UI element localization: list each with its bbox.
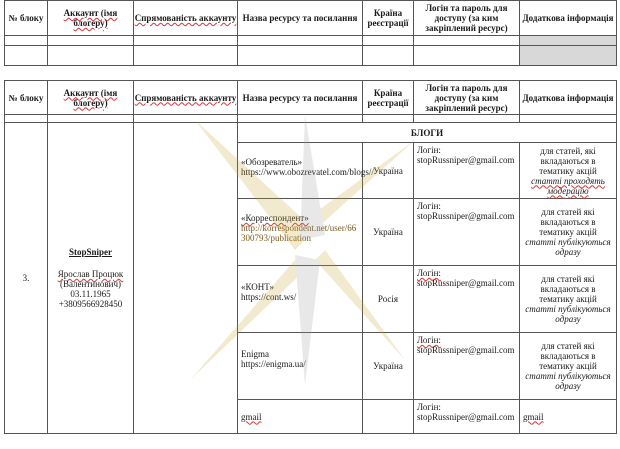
- resource-link[interactable]: https://cont.ws/: [241, 292, 297, 302]
- resource-name: Enigma: [241, 349, 269, 359]
- header-block-no: № блоку: [5, 1, 48, 36]
- empty-cell: [238, 115, 363, 123]
- main-table: [4, 80, 617, 434]
- resource-cell: [238, 400, 363, 434]
- top-table: [4, 0, 617, 66]
- info-cell: [520, 143, 617, 199]
- login-value: stopRussniper@gmail.com: [417, 345, 515, 355]
- info-text: для статей які вкладаються в тематику акцій: [539, 274, 597, 304]
- login-value: stopRussniper@gmail.com: [417, 211, 515, 221]
- blogger-info: [48, 123, 134, 434]
- shaded-cell: [520, 36, 617, 46]
- blogger-dob: 03.11.1965: [70, 289, 111, 299]
- country-cell: Україна: [363, 143, 414, 199]
- empty-cell: [414, 36, 520, 46]
- login-label: Логін:: [417, 145, 441, 155]
- header-resource: Назва ресурсу та посилання: [238, 81, 363, 115]
- header-login: Логін та пароль для доступу (за ким закріплений ресурс): [414, 1, 520, 36]
- country-cell: [363, 400, 414, 434]
- resource-cell: [238, 333, 363, 400]
- resource-link[interactable]: https://www.obozrevatel.com/blogs//: [241, 167, 374, 177]
- header-login: Логін та пароль для доступу (за ким закріплений ресурс): [414, 81, 520, 115]
- login-label: Логін:: [417, 402, 441, 412]
- info-cell: [520, 400, 617, 434]
- empty-cell: [48, 115, 134, 123]
- country-cell: Україна: [363, 199, 414, 266]
- block-number: 3.: [5, 123, 48, 434]
- login-cell: [414, 333, 520, 400]
- info-text: для статей які вкладаються в тематику акцій: [539, 207, 597, 237]
- header-block-no: № блоку: [5, 81, 48, 115]
- resource-link[interactable]: https://enigma.ua/: [241, 359, 306, 369]
- empty-cell: [363, 36, 414, 46]
- header-country: Країна реєстрації: [363, 1, 414, 36]
- login-cell: [414, 143, 520, 199]
- empty-cell: [238, 36, 363, 46]
- direction-cell: [134, 123, 238, 434]
- blogger-nickname: StopSniper: [68, 247, 112, 257]
- empty-cell: [414, 115, 520, 123]
- info-note: статті публікуються одразу: [525, 304, 611, 324]
- blogger-name: Ярослав Процюк: [57, 269, 124, 279]
- login-label: Логін:: [417, 268, 441, 278]
- info-text: для статей які вкладаються в тематику акцій: [539, 341, 597, 371]
- info-text: gmail: [523, 411, 544, 422]
- resource-cell: [238, 143, 374, 199]
- resource-cell: [238, 266, 363, 333]
- info-cell: [520, 266, 617, 333]
- empty-cell: [363, 115, 414, 123]
- login-value: stopRussniper@gmail.com: [417, 278, 515, 288]
- header-account: Аккаунт (імя блогеру): [48, 81, 134, 115]
- empty-cell: [48, 46, 134, 66]
- resource-link[interactable]: http://korrespondent.net/user/66300793/publication: [241, 223, 357, 243]
- empty-cell: [520, 115, 617, 123]
- header-direction: Спрямованість аккаунту: [134, 1, 238, 36]
- empty-cell: [363, 46, 414, 66]
- header-extra: Додаткова інформація: [520, 1, 617, 36]
- info-note: статті проходять модерацію: [531, 175, 605, 196]
- empty-cell: [5, 36, 48, 46]
- header-extra: Додаткова інформація: [520, 81, 617, 115]
- section-title: БЛОГИ: [238, 123, 617, 143]
- blogger-patronymic: (Валентинович): [59, 279, 122, 289]
- login-label: Логін:: [417, 335, 441, 345]
- login-value: stopRussniper@gmail.com: [417, 155, 515, 165]
- login-cell: [414, 266, 520, 333]
- resource-name: «КОНТ»: [241, 282, 275, 292]
- blogger-phone: +3809566928450: [58, 299, 123, 309]
- empty-cell: [414, 46, 520, 66]
- empty-cell: [5, 115, 48, 123]
- resource-cell: [238, 199, 363, 266]
- header-direction: Спрямованість аккаунту: [134, 81, 238, 115]
- info-cell: [520, 199, 617, 266]
- empty-cell: [5, 46, 48, 66]
- info-text: для статей, які вкладаються в тематику акцій: [539, 145, 597, 176]
- country-cell: Україна: [363, 333, 414, 400]
- empty-cell: [134, 36, 238, 46]
- empty-cell: [48, 36, 134, 46]
- empty-cell: [134, 115, 238, 123]
- login-label: Логін:: [417, 201, 441, 211]
- login-cell: [414, 400, 520, 434]
- info-note: статті публікуються одразу: [525, 237, 611, 257]
- resource-name[interactable]: gmail: [241, 411, 262, 422]
- shaded-cell: [520, 46, 617, 66]
- login-value: stopRussniper@gmail.com: [417, 412, 515, 422]
- resource-name: «Корреспондент»: [241, 213, 309, 223]
- resource-name: «Обозреватель»: [241, 157, 303, 167]
- country-cell: Росія: [363, 266, 414, 333]
- header-resource: Назва ресурсу та посилання: [238, 1, 363, 36]
- empty-cell: [134, 46, 238, 66]
- info-note: статті публікуються одразу: [525, 371, 611, 391]
- header-account: Аккаунт (імя блогеру): [48, 1, 134, 36]
- info-cell: [520, 333, 617, 400]
- login-cell: [414, 199, 520, 266]
- header-country: Країна реєстрації: [363, 81, 414, 115]
- empty-cell: [238, 46, 363, 66]
